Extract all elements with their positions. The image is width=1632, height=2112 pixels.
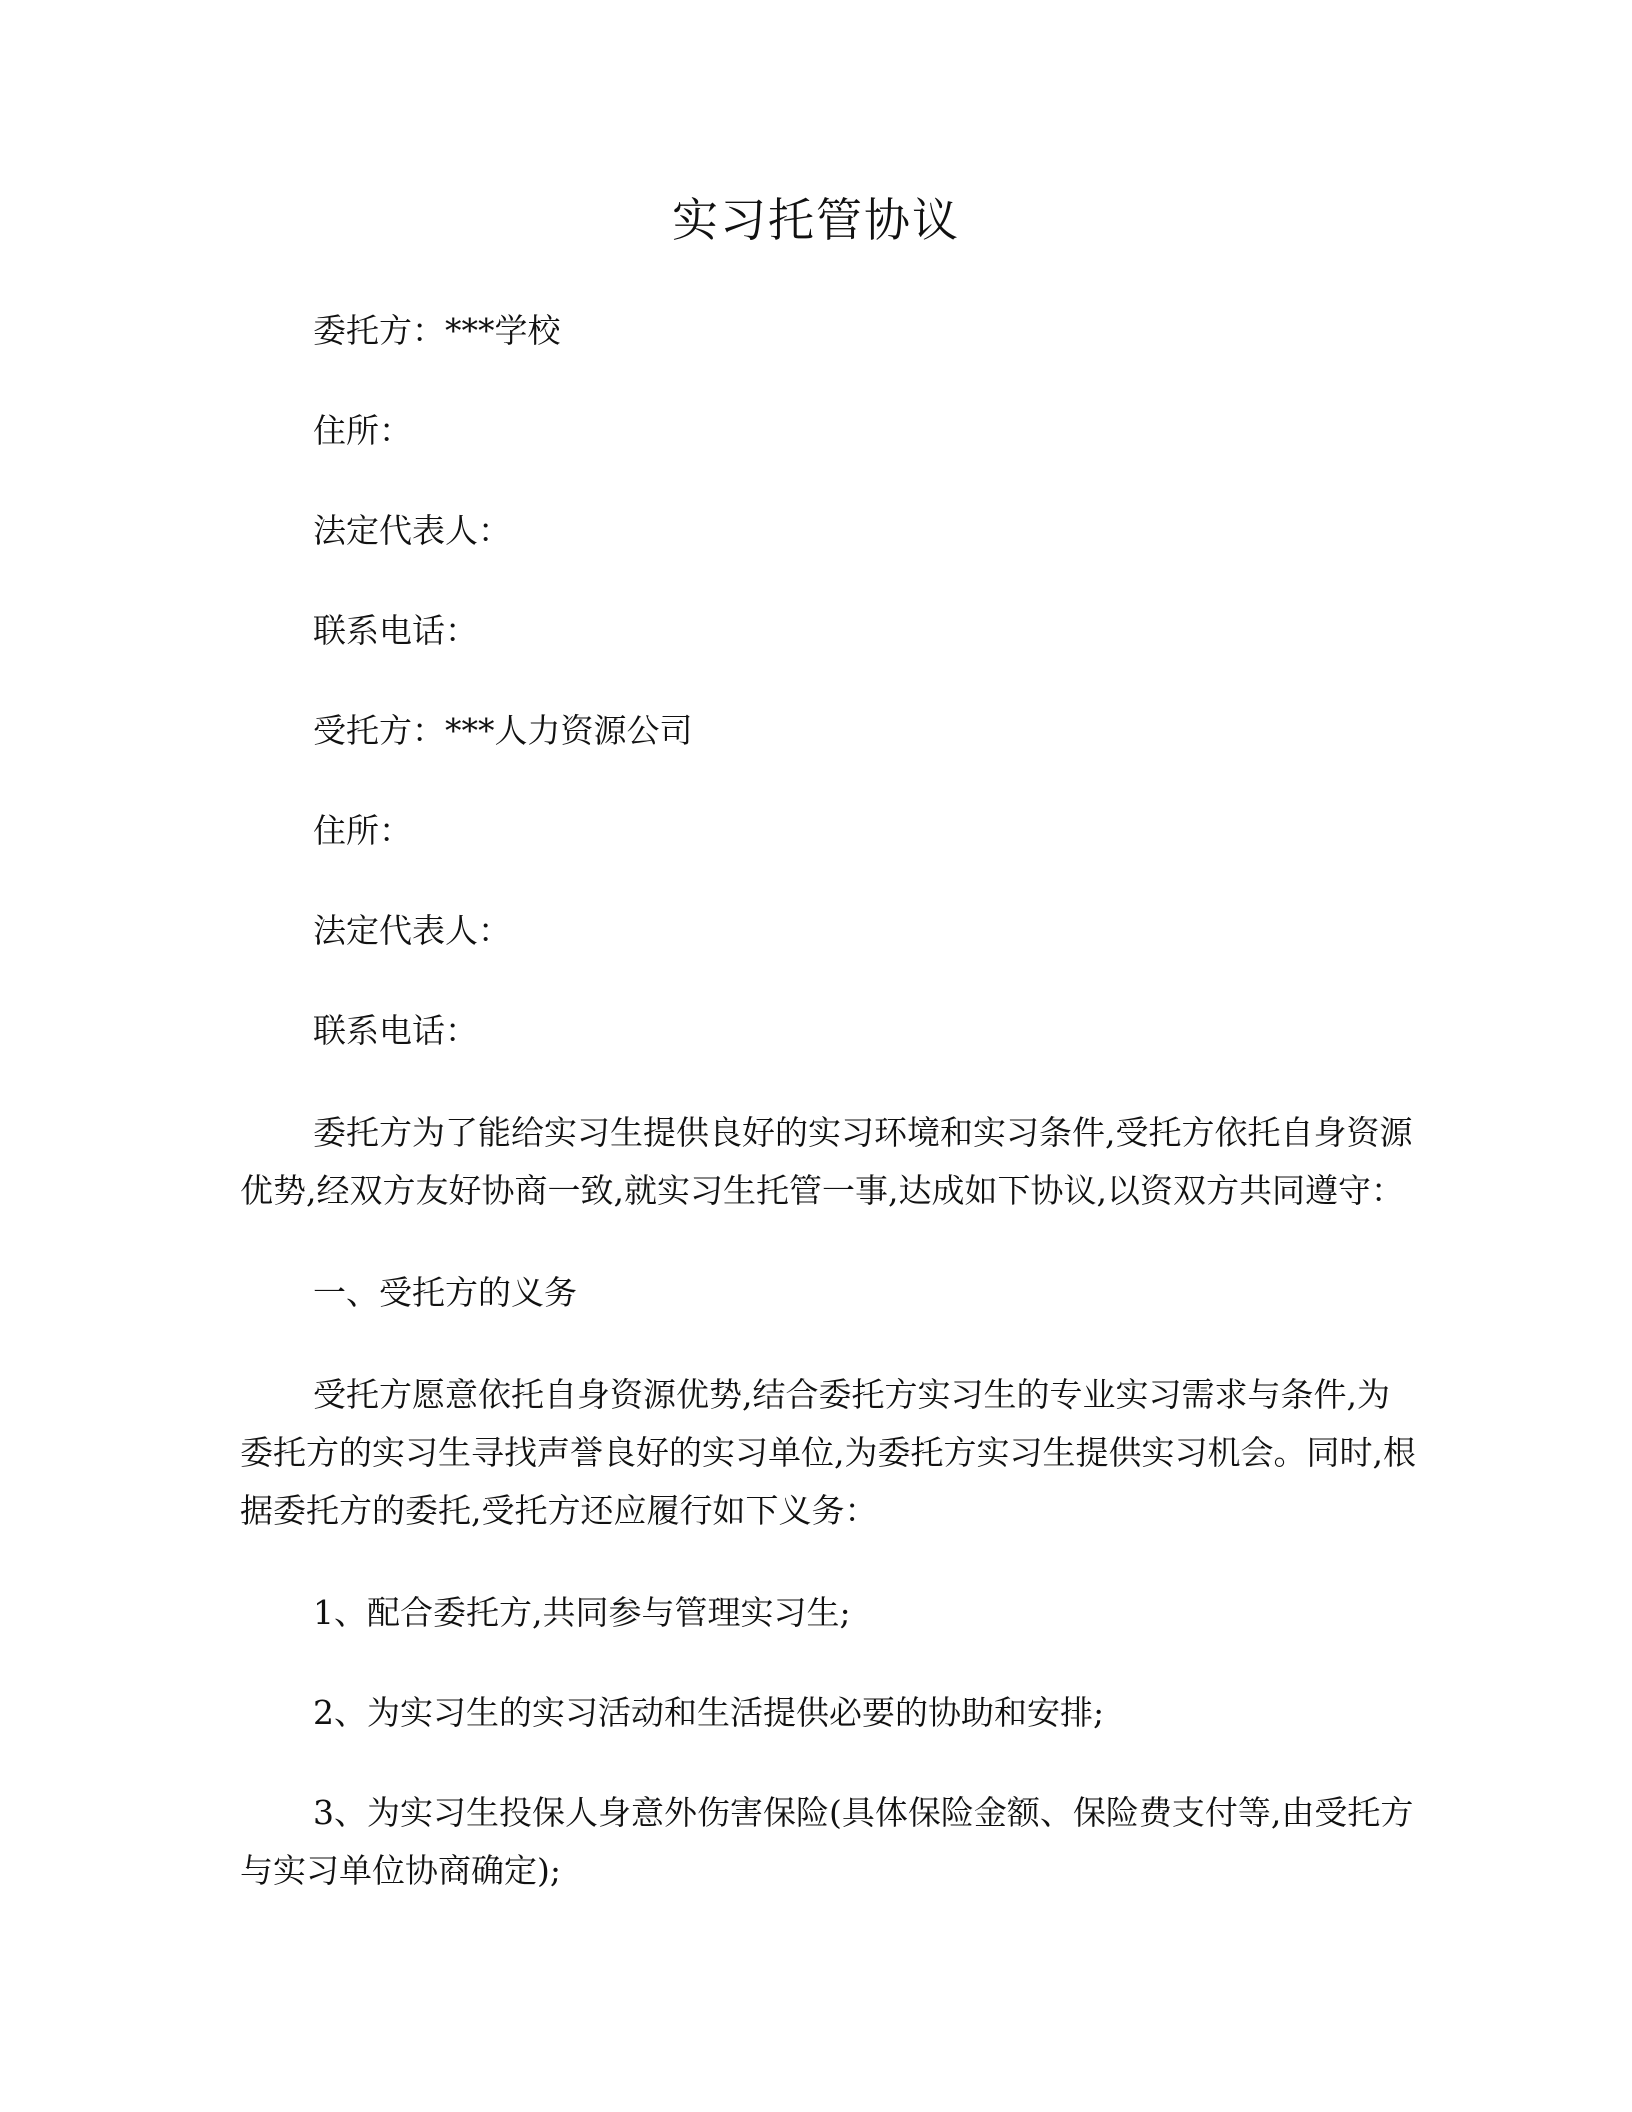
party-agent-name: 受托方：***人力资源公司 [313,711,693,750]
paragraph-line: 委托方的实习生寻找声誉良好的实习单位,为委托方实习生提供实习机会。同时,根 [240,1433,1416,1472]
party-client-phone: 联系电话： [313,611,478,650]
document-title: 实习托管协议 [672,193,960,247]
party-client-address: 住所： [313,411,412,450]
party-client-legal-rep: 法定代表人： [313,511,511,550]
paragraph-line: 3、为实习生投保人身意外伤害保险(具体保险金额、保险费支付等,由受托方 [313,1793,1414,1832]
party-agent-legal-rep: 法定代表人： [313,911,511,950]
paragraph-line: 与实习单位协商确定); [240,1851,561,1890]
paragraph-line: 据委托方的委托,受托方还应履行如下义务： [240,1491,878,1530]
list-item-2: 2、为实习生的实习活动和生活提供必要的协助和安排; [313,1693,1105,1732]
section-paragraph [240,1366,1416,1540]
paragraph-line: 受托方愿意依托自身资源优势,结合委托方实习生的专业实习需求与条件,为 [313,1375,1390,1414]
party-agent-address: 住所： [313,811,412,850]
party-client-name: 委托方：***学校 [313,311,561,350]
paragraph-line: 优势,经双方友好协商一致,就实习生托管一事,达成如下协议,以资双方共同遵守： [240,1171,1404,1210]
list-item-1: 1、配合委托方,共同参与管理实习生; [313,1593,851,1632]
section-heading: 一、受托方的义务 [313,1273,577,1312]
list-item-3 [240,1784,1414,1900]
party-agent-phone: 联系电话： [313,1011,478,1050]
paragraph-line: 委托方为了能给实习生提供良好的实习环境和实习条件,受托方依托自身资源 [313,1113,1413,1152]
intro-paragraph [240,1104,1413,1220]
